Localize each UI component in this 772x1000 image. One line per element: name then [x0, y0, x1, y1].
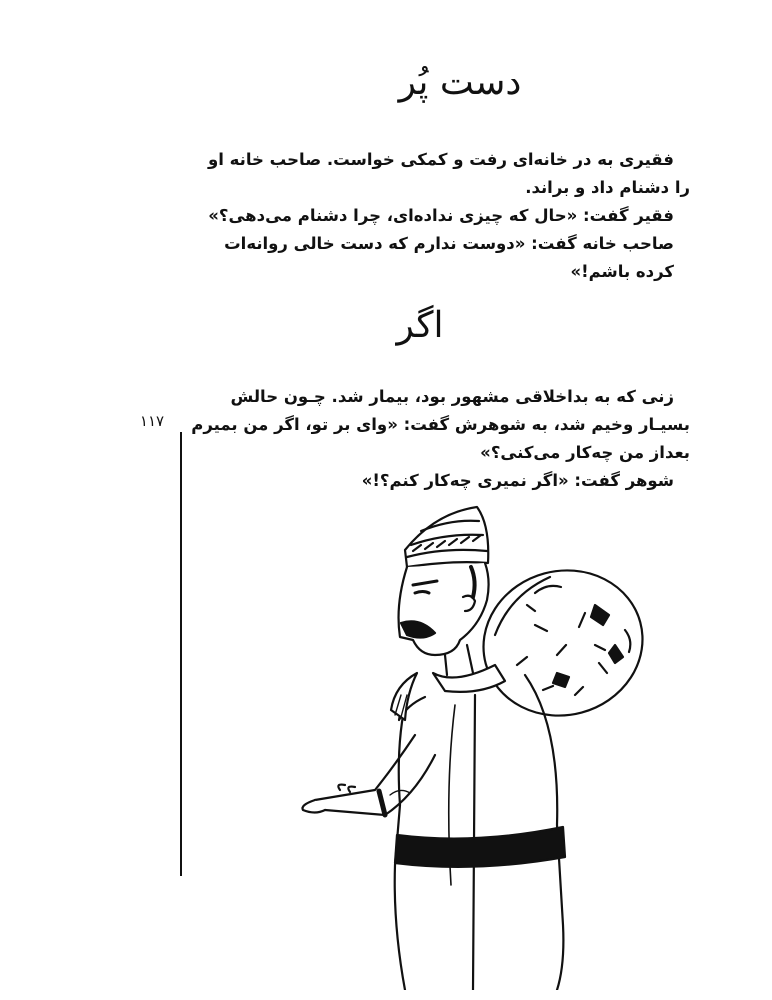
story-title-full-hand: دست پُر [398, 62, 522, 103]
story-paragraph: فقیر گفت: «حال که چیزی نداده‌ای، چرا دشنام می‌دهی؟» [208, 206, 674, 225]
story-paragraph: صاحب خانه گفت: «دوست ندارم که دست خالی روانه‌ات کرده باشم!» [224, 234, 674, 281]
page-number: ۱۱۷ [139, 412, 165, 430]
story-paragraph: زنی که به بداخلاقی مشهور بود، بیمار شد. چـون حالش بسیـار وخیم شد، به شوهرش گفت: «وای بر تو، اگر من بمیرم بعداز من چه‌کار می‌کنی؟» [191, 387, 690, 462]
beggar-illustration [295, 505, 655, 990]
margin-rule [180, 432, 182, 876]
story-paragraph: شوهر گفت: «اگر نمیری چه‌کار کنم؟!» [361, 471, 674, 490]
story-if-text [190, 383, 690, 495]
story-paragraph: فقیری به در خانه‌ای رفت و کمکی خواست. صاحب خانه او را دشنام داد و براند. [207, 150, 690, 197]
story-title-if: اگر [396, 305, 444, 346]
story-full-hand-text [190, 146, 690, 286]
